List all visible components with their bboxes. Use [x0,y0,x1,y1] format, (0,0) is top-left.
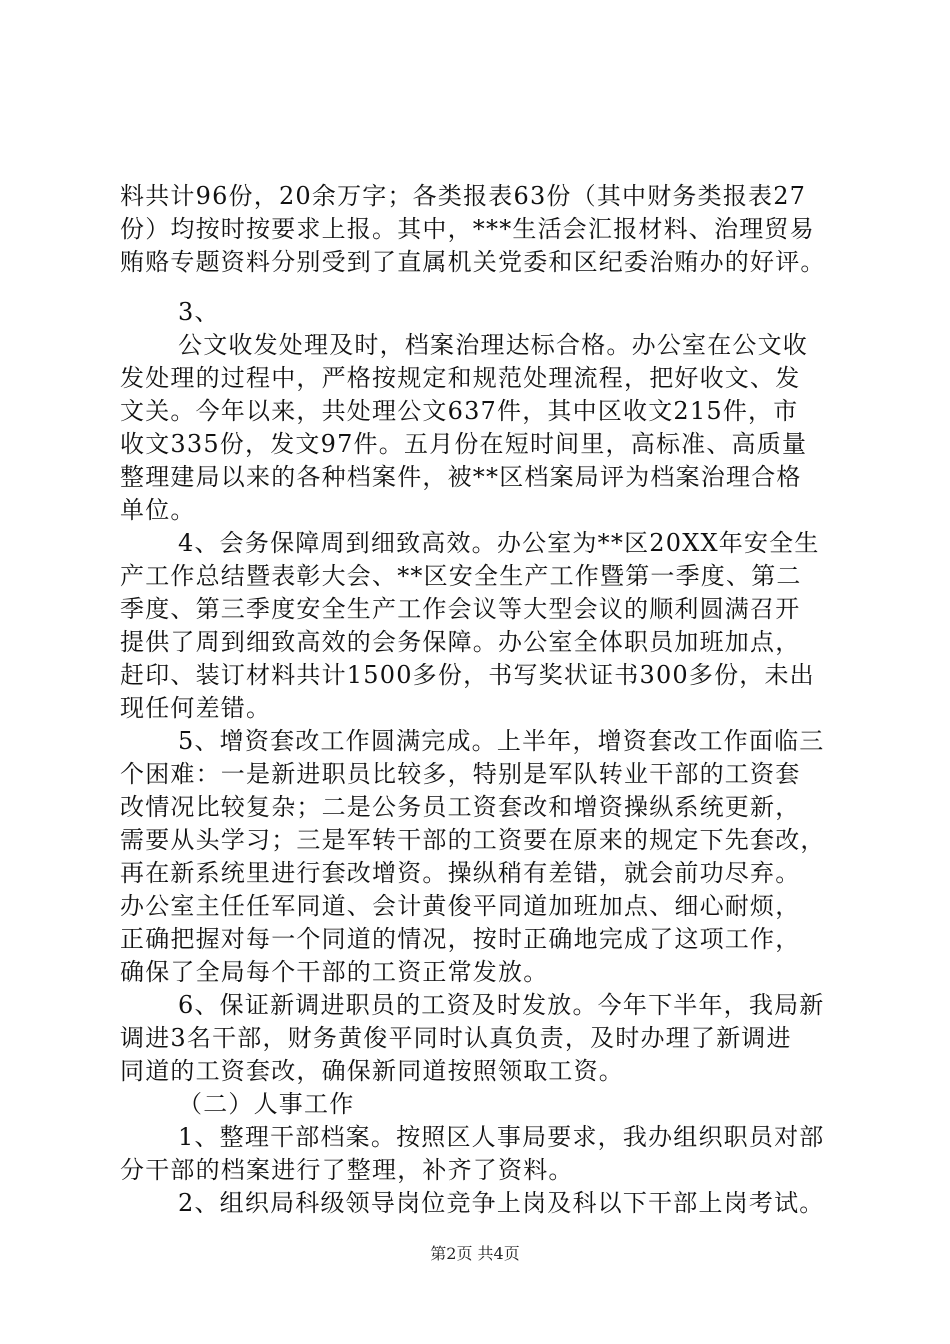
text-line: 单位。 [120,496,196,524]
text-line: 分干部的档案进行了整理，补齐了资料。 [120,1156,574,1184]
text-line: 办公室主任任军同道、会计黄俊平同道加班加点、细心耐烦， [120,892,801,920]
text-line: 调进3名干部，财务黄俊平同时认真负责，及时办理了新调进 [120,1024,792,1052]
text-line: 现任何差错。 [120,694,272,722]
text-line: 6、保证新调进职员的工资及时发放。今年下半年，我局新 [178,991,825,1019]
text-line: 2、组织局科级领导岗位竞争上岗及科以下干部上岗考试。 [178,1189,825,1217]
text-line: 整理建局以来的各种档案件，被**区档案局评为档案治理合格 [120,463,802,491]
text-line: 个困难：一是新进职员比较多，特别是军队转业干部的工资套 [120,760,801,788]
text-line: 提供了周到细致高效的会务保障。办公室全体职员加班加点， [120,628,801,656]
text-line: 贿赂专题资料分别受到了直属机关党委和区纪委治贿办的好评。 [120,248,826,276]
section-heading: （二）人事工作 [178,1090,355,1118]
text-line: 确保了全局每个干部的工资正常发放。 [120,958,549,986]
text-line: 季度、第三季度安全生产工作会议等大型会议的顺利圆满召开 [120,595,801,623]
text-line: 产工作总结暨表彰大会、**区安全生产工作暨第一季度、第二 [120,562,802,590]
text-line: 份）均按时按要求上报。其中，***生活会汇报材料、治理贸易 [120,215,815,243]
text-line: 赶印、装订材料共计1500多份，书写奖状证书300多份，未出 [120,661,815,689]
text-line: 同道的工资套改，确保新同道按照领取工资。 [120,1057,624,1085]
text-line: 1、整理干部档案。按照区人事局要求，我办组织职员对部 [178,1123,825,1151]
text-line: 4、会务保障周到细致高效。办公室为**区20XX年安全生 [178,529,820,557]
page-footer: 第2页 共4页 [430,1244,520,1263]
text-line: 正确把握对每一个同道的情况，按时正确地完成了这项工作， [120,925,801,953]
text-line: 改情况比较复杂；二是公务员工资套改和增资操纵系统更新， [120,793,801,821]
text-line: 5、增资套改工作圆满完成。上半年，增资套改工作面临三 [178,727,825,755]
text-line: 料共计96份，20余万字；各类报表63份（其中财务类报表27 [120,182,807,210]
text-line: 发处理的过程中，严格按规定和规范处理流程，把好收文、发 [120,364,801,392]
text-line: 文关。今年以来，共处理公文637件，其中区收文215件，市 [120,397,799,425]
text-line: 再在新系统里进行套改增资。操纵稍有差错，就会前功尽弃。 [120,859,801,887]
text-line: 公文收发处理及时，档案治理达标合格。办公室在公文收 [178,331,808,359]
text-line: 需要从头学习；三是军转干部的工资要在原来的规定下先套改， [120,826,826,854]
section-number: 3、 [178,298,220,326]
text-line: 收文335份，发文97件。五月份在短时间里，高标准、高质量 [120,430,808,458]
